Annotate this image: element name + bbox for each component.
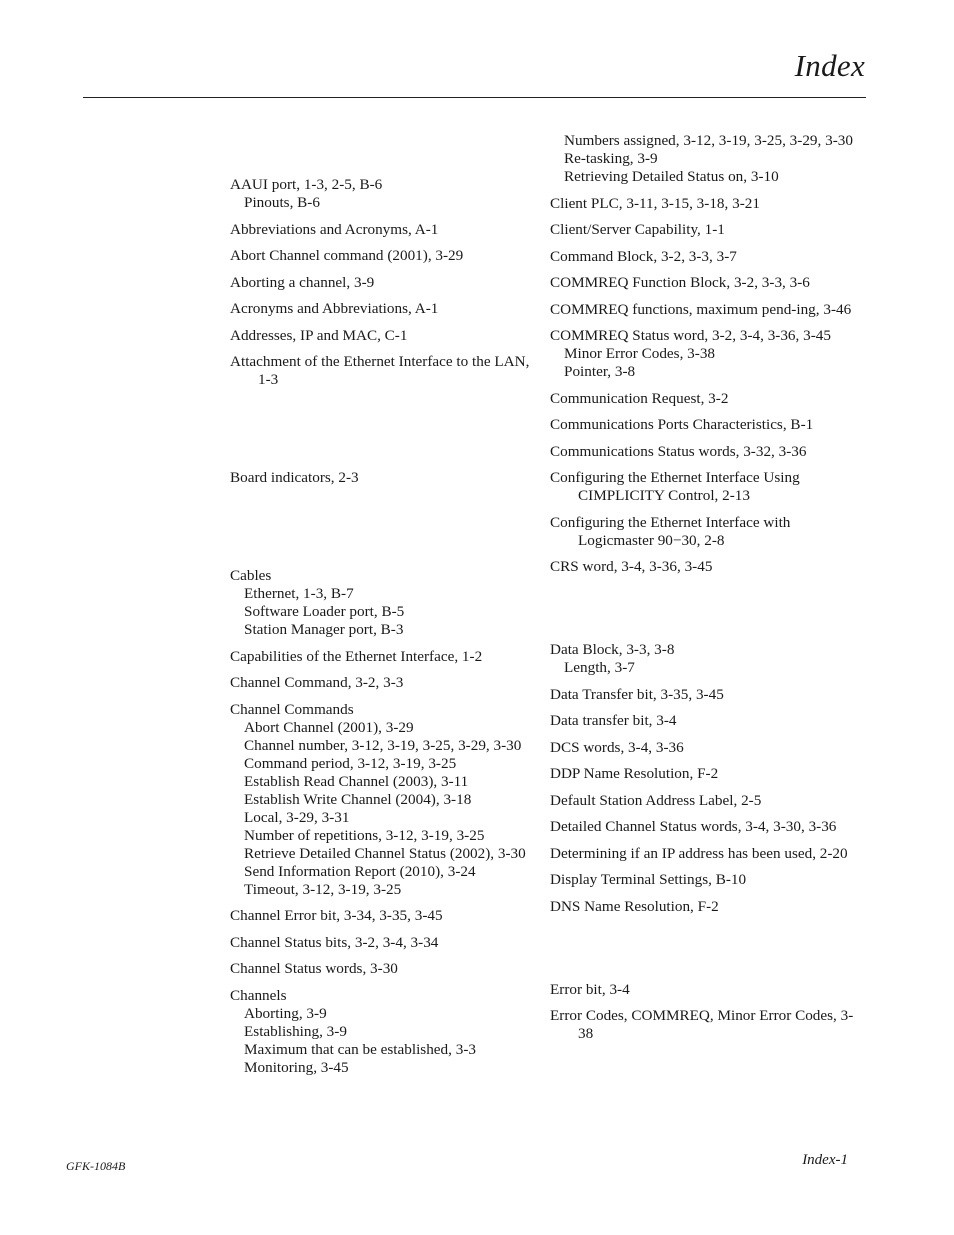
index-entry-main: DDP Name Resolution, F-2 (550, 765, 719, 782)
index-subentry: Command period, 3-12, 3-19, 3-25 (244, 754, 457, 772)
index-subentry: Minor Error Codes, 3-38 (564, 345, 716, 362)
index-entry (550, 871, 860, 889)
index-entry-main: Data transfer bit, 3-4 (550, 712, 677, 729)
index-entry-main: COMMREQ functions, maximum pend-ing, 3-46 (550, 300, 852, 318)
index-entry-main: Channel Command, 3-2, 3-3 (230, 674, 404, 691)
index-entry-main: COMMREQ Status word, 3-2, 3-4, 3-36, 3-45 (550, 327, 831, 344)
index-entry-main: Communications Status words, 3-32, 3-36 (550, 442, 807, 460)
index-entry-main: Determining if an IP address has been used, 2-20 (550, 844, 848, 862)
index-entry (230, 934, 530, 952)
index-entry (230, 300, 530, 318)
index-entry-main: Channels (230, 986, 287, 1004)
index-entry (550, 1007, 860, 1043)
footer-doc-id: GFK-1084B (66, 1159, 126, 1173)
index-entry-main: Error Codes, COMMREQ, Minor Error Codes, 3-38 (550, 1007, 854, 1042)
index-entry-main: Communication Request, 3-2 (550, 389, 729, 407)
index-entry-main: Acronyms and Abbreviations, A-1 (230, 300, 439, 317)
header-rule (83, 97, 866, 98)
index-entry (550, 712, 860, 730)
index-entry-main: Configuring the Ethernet Interface Using CIMPLICITY Control, 2-13 (550, 469, 800, 504)
index-entry-main: AAUI port, 1-3, 2-5, B-6 (230, 176, 383, 193)
index-entry-main: Abort Channel command (2001), 3-29 (230, 247, 464, 264)
index-entry-main: Channel Commands (230, 700, 354, 718)
index-entry (230, 247, 530, 265)
index-entry-main: Attachment of the Ethernet Interface to the LAN, 1-3 (230, 353, 530, 388)
index-entry-main: Default Station Address Label, 2-5 (550, 791, 762, 809)
index-entry (550, 274, 860, 292)
index-entry (550, 327, 860, 381)
index-entry (230, 701, 530, 899)
index-entry-main: Client PLC, 3-11, 3-15, 3-18, 3-21 (550, 194, 760, 212)
index-entry (230, 221, 530, 239)
index-entry-main: Configuring the Ethernet Interface with Logicmaster 90−30, 2-8 (550, 513, 791, 549)
index-entry-main: Channel Status words, 3-30 (230, 960, 398, 977)
index-subentry: Establishing, 3-9 (244, 1022, 347, 1040)
index-entry-main: Channel Status bits, 3-2, 3-4, 3-34 (230, 933, 439, 951)
index-entry-main: Aborting a channel, 3-9 (230, 273, 375, 291)
index-entry (550, 390, 860, 408)
index-entry (550, 195, 860, 213)
index-entry (550, 686, 860, 704)
index-entry (230, 674, 530, 692)
index-entry-main: CRS word, 3-4, 3-36, 3-45 (550, 558, 713, 575)
index-entry (230, 176, 530, 212)
index-entry (230, 567, 530, 639)
index-entry-main: Capabilities of the Ethernet Interface, 1-2 (230, 647, 483, 665)
index-entry (550, 443, 860, 461)
index-entry (230, 907, 530, 925)
index-subentry: Abort Channel (2001), 3-29 (244, 718, 414, 736)
index-entry (230, 469, 530, 487)
index-entry (550, 301, 860, 319)
index-subentry: Pinouts, B-6 (244, 194, 320, 211)
index-entry (550, 739, 860, 757)
index-entry-main: Cables (230, 567, 272, 584)
index-entry (550, 514, 860, 550)
index-entry-main: Error bit, 3-4 (550, 980, 630, 998)
index-subentry: Timeout, 3-12, 3-19, 3-25 (244, 880, 402, 898)
footer-page-number: Index-1 (802, 1152, 848, 1168)
index-subentry: Length, 3-7 (564, 659, 635, 676)
index-subentry: Maximum that can be established, 3-3 (244, 1040, 476, 1058)
page-title: Index (794, 48, 865, 83)
index-entry (550, 792, 860, 810)
index-entry (230, 327, 530, 345)
index-entry (550, 765, 860, 783)
index-entry (550, 248, 860, 266)
index-entry (550, 641, 860, 677)
index-entry-main: Board indicators, 2-3 (230, 469, 359, 486)
index-column-right (550, 132, 860, 1052)
index-entry-main: Data Block, 3-3, 3-8 (550, 641, 675, 658)
index-entry-main: Detailed Channel Status words, 3-4, 3-30, 3-36 (550, 818, 837, 835)
index-entry (230, 960, 530, 978)
index-entry-main: Display Terminal Settings, B-10 (550, 871, 747, 888)
index-entry (230, 353, 530, 389)
index-entry (230, 274, 530, 292)
index-subentry: Numbers assigned, 3-12, 3-19, 3-25, 3-29, 3-30 (564, 132, 853, 149)
index-subentry: Establish Read Channel (2003), 3-11 (244, 772, 469, 790)
index-subentry: Establish Write Channel (2004), 3-18 (244, 790, 472, 808)
index-subentry: Re-tasking, 3-9 (564, 150, 658, 167)
index-subentry: Local, 3-29, 3-31 (244, 808, 350, 826)
index-subentry: Retrieve Detailed Channel Status (2002), 3-30 (244, 844, 526, 862)
index-subentry: Software Loader port, B-5 (244, 603, 405, 620)
index-subentry: Send Information Report (2010), 3-24 (244, 862, 476, 880)
index-entry (550, 898, 860, 916)
index-entry (550, 981, 860, 999)
index-entry-main: Channel Error bit, 3-34, 3-35, 3-45 (230, 907, 443, 924)
index-subentry: Station Manager port, B-3 (244, 621, 404, 638)
index-entry-main: DCS words, 3-4, 3-36 (550, 738, 684, 756)
index-entry-main: Communications Ports Characteristics, B-1 (550, 416, 814, 433)
index-entry (550, 558, 860, 576)
index-entry-main: Client/Server Capability, 1-1 (550, 221, 725, 238)
index-entry (550, 221, 860, 239)
index-entry-main: Command Block, 3-2, 3-3, 3-7 (550, 247, 737, 265)
index-subentry: Monitoring, 3-45 (244, 1058, 349, 1076)
index-entry (550, 845, 860, 863)
index-subentry: Retrieving Detailed Status on, 3-10 (564, 168, 779, 185)
index-entry-main: COMMREQ Function Block, 3-2, 3-3, 3-6 (550, 274, 810, 291)
index-subentry: Channel number, 3-12, 3-19, 3-25, 3-29, 3-30 (244, 736, 522, 754)
index-subentry: Ethernet, 1-3, B-7 (244, 585, 354, 602)
index-subentry: Aborting, 3-9 (244, 1004, 327, 1022)
index-entry-main: Addresses, IP and MAC, C-1 (230, 326, 408, 344)
index-entry (550, 132, 860, 186)
index-entry (550, 416, 860, 434)
index-subentry: Pointer, 3-8 (564, 363, 636, 380)
index-entry (550, 818, 860, 836)
index-subentry: Number of repetitions, 3-12, 3-19, 3-25 (244, 826, 485, 844)
index-entry (230, 987, 530, 1077)
index-entry-main: DNS Name Resolution, F-2 (550, 897, 719, 915)
index-entry (230, 648, 530, 666)
index-entry-main: Data Transfer bit, 3-35, 3-45 (550, 685, 724, 703)
index-entry (550, 469, 860, 505)
index-entry-main: Abbreviations and Acronyms, A-1 (230, 220, 439, 238)
index-column-left (230, 176, 530, 1085)
